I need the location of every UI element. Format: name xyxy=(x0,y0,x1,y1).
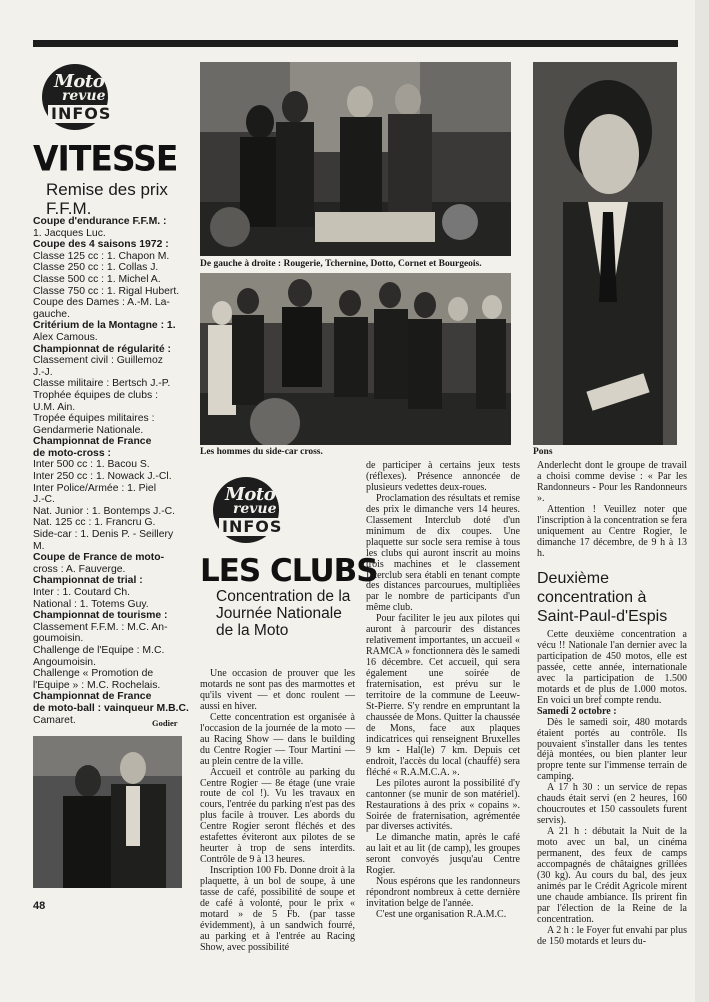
result-line: Coupe des 4 saisons 1972 : xyxy=(33,239,169,251)
logo-infos: INFOS xyxy=(48,105,114,123)
paragraph: Dès le samedi soir, 480 motards étaient portés au contrôle. Ils pouvaient s'installer dans les tentes déjà montées, ou bien planter leur propre tente sur l'immense terrain de camping. xyxy=(537,716,687,783)
moto-revue-infos-logo xyxy=(42,64,120,130)
result-line: Championnat de trial : xyxy=(33,575,143,587)
paragraph: A 2 h : le Foyer fut envahi par plus de 150 motards et leurs du- xyxy=(537,924,687,947)
clubs-title: LES CLUBS xyxy=(200,553,378,589)
result-line: Nat. 125 cc : 1. Francru G. xyxy=(33,517,156,529)
result-line: de moto-ball : vainqueur M.B.C. xyxy=(33,702,189,714)
paragraph: Cette deuxième concentration a vécu !! Nationale l'an dernier avec la participation de 450 motos, elle est passée, cette année, internationale avec la participation de 1.500 motards et de plus de 1.000 motos. En voici un bref compte rendu. xyxy=(537,629,687,706)
result-line: J.-J. xyxy=(33,366,53,378)
clubs-subtitle: Concentration de la Journée Nationale de la Moto xyxy=(216,588,351,639)
paragraph: A 21 h : débutait la Nuit de la moto avec un bal, un cinéma permanent, des feux de camps accompagnés de châtaignes grillées (30 kg). Au cours du bal, des jeux animés par le Crédit Agricole mirent une chaude ambiance. Ils prirent fin par l'élection de la Reine de la concentration. xyxy=(537,826,687,925)
result-line: Inter 250 cc : 1. Nowack J.-Cl. xyxy=(33,471,172,483)
paragraph: Les pilotes auront la possibilité d'y cantonner (se munir de son matériel). Restaurations à des prix « copains ». Soirée de fraternisation, agrémentée par diverses activités. xyxy=(366,777,520,833)
logo-moto: Moto xyxy=(225,484,276,505)
result-line: Challenge « Promotion de xyxy=(33,668,154,680)
result-line: Championnat de tourisme : xyxy=(33,610,168,622)
result-line: l'Equipe » : M.C. Rochelais. xyxy=(33,679,161,691)
result-line: Side-car : 1. Denis P. - Seillery xyxy=(33,529,174,541)
result-line: Inter Police/Armée : 1. Piel xyxy=(33,482,157,494)
result-line: U.M. Ain. xyxy=(33,401,76,413)
result-line: Coupe d'endurance F.F.M. : xyxy=(33,216,167,227)
clubs-column-1 xyxy=(200,669,355,954)
result-line: goumoisin. xyxy=(33,633,84,645)
vitesse-title: VITESSE xyxy=(33,137,178,179)
photo-pons-portrait xyxy=(533,62,677,445)
paragraph: C'est une organisation R.A.M.C. xyxy=(376,909,507,921)
stpaul-title: Deuxième concentration à Saint-Paul-d'Espis xyxy=(537,570,668,625)
result-line: Classe 125 cc : 1. Chapon M. xyxy=(33,250,170,262)
result-line: Championnat de France xyxy=(33,436,152,448)
result-line: Championnat de France xyxy=(33,691,152,703)
clubs-column-2 xyxy=(366,461,520,921)
vitesse-results xyxy=(33,216,189,726)
result-line: 1. Jacques Luc. xyxy=(33,227,106,239)
result-line: Coupe de France de moto- xyxy=(33,552,165,564)
stpaul-column xyxy=(537,630,687,948)
result-line: National : 1. Totems Guy. xyxy=(33,598,149,610)
paragraph: Une occasion de prouver que les motards ne sont pas des marmottes et qu'ils vivent — et donc roulent — aussi en hiver. xyxy=(200,668,355,712)
result-line: Classe militaire : Bertsch J.-P. xyxy=(33,378,171,390)
result-line: Critérium de la Montagne : 1. xyxy=(33,320,176,332)
paragraph: Accueil et contrôle au parking du Centre Rogier — 8e étage (une vraie route de col !). Vu les travaux en cours, l'entrée du parking n'est pas des plus facile à trouver. Les abords du Centre Rogier seront fléchés et des estafettes éviteront aux pilotes de se heurter à trop de sens interdits. Contrôle de 9 à 13 heures. xyxy=(200,766,355,866)
vitesse-subtitle: Remise des prix F.F.M. xyxy=(46,180,168,218)
photo-two-men xyxy=(33,736,182,888)
paragraph: Cette concentration est organisée à l'occasion de la journée de la moto — au Racing Show — dans le building du Centre Rogier — Tour Martini — au plein centre de la ville. xyxy=(200,711,355,767)
paragraph: Nous espérons que les randonneurs répondront nombreux à cette dernière invitation belge de l'année. xyxy=(366,876,520,910)
result-line: Inter : 1. Coutard Ch. xyxy=(33,587,131,598)
caption-photo2: Les hommes du side-car cross. xyxy=(200,447,323,457)
photo-side-car-men xyxy=(200,273,511,445)
result-line: Classement F.F.M. : M.C. An- xyxy=(33,621,168,633)
top-rule xyxy=(33,40,678,47)
result-line: cross : A. Fauverge. xyxy=(33,563,126,575)
moto-revue-infos-logo-2 xyxy=(213,477,291,543)
paragraph: Attention ! Veuillez noter que l'inscription à la concentration se fera uniquement au Centre Rogier, le dimanche 17 décembre, de 9 h à 13 h. xyxy=(537,503,687,559)
clubs-column-3 xyxy=(537,461,687,560)
result-line: Championnat de régularité : xyxy=(33,343,171,355)
result-line: Classe 750 cc : 1. Rigal Hubert. xyxy=(33,285,180,297)
paragraph: Samedi 2 octobre : xyxy=(537,705,617,717)
result-line: de moto-cross : xyxy=(33,447,111,459)
caption-photo3: Pons xyxy=(533,447,553,457)
paragraph: Pour faciliter le jeu aux pilotes qui auront à parcourir des distances relativement importantes, un accueil « RAMCA » fonctionnera dès le samedi 16 décembre. Cet accueil, qui sera également une soirée de fraternisation, est prévu sur le territoire de la commune de Leeuw-St-Pierre. S'y rendre en empruntant la chaussée de Mons. Quitter la chaussée de Mons, face aux plaques indicatrices qui renseignent Bruxelles 9 km - Hal(le) 7 km. Depuis cet endroit, l'accès du local (chauffé) sera fléché « R.A.M.C.A. ». xyxy=(366,613,520,778)
result-line: Nat. Junior : 1. Bontemps J.-C. xyxy=(33,505,176,517)
result-line: Coupe des Dames : A.-M. La- xyxy=(33,297,170,309)
result-line: Classe 500 cc : 1. Michel A. xyxy=(33,273,161,285)
paragraph: Proclamation des résultats et remise des prix le dimanche vers 14 heures. Classement Interclub doté d'un minimum de dix coupes. Une plaquette sur socle sera remise à tous les clubs qui auront inscrit au moins trois machines et le classement Interclub sera établi en tenant compte des distances parcourues, multipliées par le nombre de participants d'un même club. xyxy=(366,492,520,614)
result-line: Challenge de l'Equipe : M.C. xyxy=(33,644,165,656)
paragraph: Inscription 100 Fb. Donne droit à la plaquette, à un bol de soupe, à une tasse de café, possibilité de soupe et de café à volonté, pour le prix « motard » de 5 Fb. (par tasse évidemment), à un sandwich fourré, au parking et à l'entrée au Racing Show, avec possibilité xyxy=(200,865,355,953)
credit-godier: Godier xyxy=(152,718,178,728)
logo-revue: revue xyxy=(233,501,277,517)
result-line: Angoumoisin. xyxy=(33,656,96,668)
page-number: 48 xyxy=(33,900,46,912)
page-edge xyxy=(695,0,709,1002)
photo-prize-giving xyxy=(200,62,511,256)
result-line: Camaret. xyxy=(33,714,76,726)
result-line: J.-C. xyxy=(33,494,55,506)
caption-photo1: De gauche à droite : Rougerie, Tchernine, Dotto, Cornet et Bourgeois. xyxy=(200,259,482,269)
paragraph: de participer à certains jeux tests (réflexes). Présence annoncée de plusieurs vedettes deux-roues. xyxy=(366,460,520,493)
result-line: Classement civil : Guillemoz xyxy=(33,355,163,367)
logo-infos: INFOS xyxy=(219,518,285,536)
result-line: M. xyxy=(33,540,45,552)
result-line: Trophée équipes de clubs : xyxy=(33,389,158,401)
logo-moto: Moto xyxy=(54,71,105,92)
paragraph: A 17 h 30 : un service de repas chauds était servi (en 2 heures, 160 choucroutes et 150 cassoulets furent servis). xyxy=(537,782,687,827)
paragraph: Anderlecht dont le groupe de travail a choisi comme devise : « Par les Randonneurs - Pour les Randonneurs ». xyxy=(537,460,687,504)
result-line: gauche. xyxy=(33,308,70,320)
result-line: Tropée équipes militaires : xyxy=(33,413,155,425)
logo-revue: revue xyxy=(62,88,106,104)
result-line: Gendarmerie Nationale. xyxy=(33,424,144,436)
result-line: Alex Camous. xyxy=(33,331,98,343)
result-line: Classe 250 cc : 1. Collas J. xyxy=(33,262,159,274)
paragraph: Le dimanche matin, après le café au lait et au lit (de camp), les groupes seront convoyés jusqu'au Centre Rogier. xyxy=(366,832,520,877)
result-line: Inter 500 cc : 1. Bacou S. xyxy=(33,459,150,471)
